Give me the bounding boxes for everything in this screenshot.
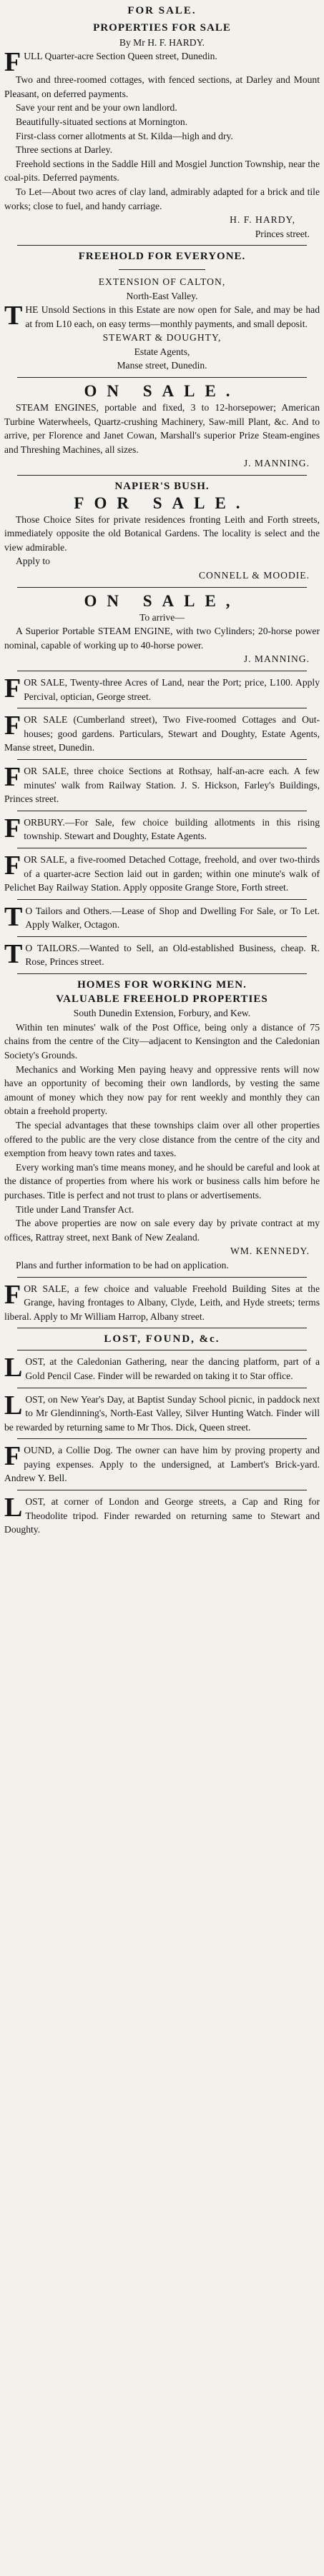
ad-text: The above properties are now on sale every day by private contract at my offices, Rattray street, next Bank of New Zealand. bbox=[4, 1218, 320, 1243]
drop-cap: L bbox=[4, 1353, 23, 1383]
divider bbox=[17, 973, 307, 974]
ad-headline: ON SALE. bbox=[84, 382, 240, 401]
ad-text: Beautifully-situated sections at Mornington. bbox=[16, 116, 188, 127]
ad-signature: WM. KENNEDY. bbox=[230, 1246, 310, 1257]
newspaper-column bbox=[4, 0, 320, 1537]
ad-subtitle: EXTENSION OF CALTON, bbox=[98, 276, 226, 287]
ad-manning-steam-engines bbox=[4, 382, 320, 471]
ad-signature: CONNELL & MOODIE. bbox=[198, 570, 310, 581]
ad-signature: H. F. HARDY, bbox=[230, 214, 295, 226]
ad-harrop-grange bbox=[4, 1279, 320, 1324]
ad-subtitle: North-East Valley. bbox=[126, 290, 198, 301]
ad-text: OST, on New Year's Day, at Baptist Sunday School picnic, in paddock next to Mr Glendinning's, North-East Valley, Silver Hunting Watch. Finder will be rewarded by returning same to Mr Thos. Dick, Queen street. bbox=[4, 1393, 320, 1433]
ad-text: ORBURY.—For Sale, few choice building allotments in this rising township. Stewart and Doughty, Estate Agents. bbox=[24, 816, 320, 842]
divider bbox=[17, 1277, 307, 1278]
ad-hardy-properties bbox=[4, 21, 320, 241]
ad-byline: By Mr H. F. HARDY. bbox=[119, 36, 205, 48]
divider bbox=[17, 759, 307, 760]
section-header-lost-found: LOST, FOUND, &c. bbox=[104, 1333, 220, 1345]
ad-lost-theodolite-cap bbox=[4, 1495, 320, 1537]
divider bbox=[119, 269, 205, 270]
ad-text: OR SALE, Twenty-three Acres of Land, near the Port; price, L100. Apply Percival, optician, George street. bbox=[24, 676, 320, 702]
ad-homes-for-working-men bbox=[4, 978, 320, 1272]
drop-cap: F bbox=[4, 761, 21, 792]
ad-title: NAPIER'S BUSH. bbox=[114, 481, 210, 493]
ad-text: O Tailors and Others.—Lease of Shop and Dwelling For Sale, or To Let. Apply Walker, Octagon. bbox=[25, 905, 320, 931]
drop-cap: F bbox=[4, 47, 21, 78]
ad-subtitle: To arrive— bbox=[139, 611, 185, 623]
drop-cap: F bbox=[4, 1279, 21, 1310]
ad-signature: STEWART & DOUGHTY, bbox=[102, 332, 222, 344]
ad-text: The special advantages that these townships claim over all other properties offered to the public are the very close distance from the centre of the city and exemption from heavy town rates and taxes. bbox=[4, 1120, 320, 1159]
ad-title: PROPERTIES FOR SALE bbox=[93, 22, 231, 34]
ad-text: Every working man's time means money, and he should be careful and look at the distance of properties from where his work or business calls him before he purchases. Title is perfect and not trust to plans or advertisements. bbox=[4, 1161, 320, 1201]
ad-found-collie bbox=[4, 1443, 320, 1485]
ad-forbury bbox=[4, 813, 320, 843]
divider bbox=[17, 245, 307, 246]
ad-cumberland-street bbox=[4, 713, 320, 755]
ad-text: Title under Land Transfer Act. bbox=[16, 1203, 134, 1215]
divider bbox=[17, 475, 307, 476]
ad-text: Mechanics and Working Men paying heavy and oppressive rents will now have an opportunity of becoming their own landlords, by vesting the same amount of money which they now pay for rent weekly and monthly they can obtain a freehold property. bbox=[4, 1063, 320, 1117]
ad-text: Those Choice Sites for private residences fronting Leith and Forth streets, immediately opposite the old Botanical Gardens. The locality is select and the view admirable. bbox=[4, 513, 320, 553]
drop-cap: L bbox=[4, 1493, 23, 1523]
ad-text: OST, at corner of London and George streets, a Cap and Ring for Theodolite tripod. Finder rewarded on returning same to Stewart and Doughty. bbox=[4, 1496, 320, 1535]
ad-tailors-business bbox=[4, 938, 320, 969]
ad-text: OST, at the Caledonian Gathering, near the dancing platform, part of a Gold Pencil Case. Finder will be rewarded on taking it to Star office. bbox=[25, 1356, 320, 1381]
ad-napiers-bush bbox=[4, 480, 320, 583]
drop-cap: F bbox=[4, 850, 21, 881]
divider bbox=[17, 936, 307, 937]
ad-text: O TAILORS.—Wanted to Sell, an Old-established Business, cheap. R. Rose, Princes street. bbox=[25, 942, 320, 968]
drop-cap: L bbox=[4, 1390, 23, 1420]
ad-title: FREEHOLD FOR EVERYONE. bbox=[78, 251, 246, 263]
ad-signature: J. MANNING. bbox=[243, 653, 310, 665]
ad-signature: Manse street, Dunedin. bbox=[117, 360, 207, 371]
ad-headline: FOR SALE. bbox=[74, 493, 250, 512]
ad-lost-watch bbox=[4, 1390, 320, 1435]
divider bbox=[17, 587, 307, 588]
ad-text: STEAM ENGINES, portable and fixed, 3 to 12-horsepower; American Turbine Waterwheels, Quartz-crushing Machinery, Saw-mill Plant, &c. And to arrive, per Florence and Janet Cowan, Marshall's superior Prize Steam-engines and Threshing Machines, all sizes. bbox=[4, 402, 320, 455]
drop-cap: F bbox=[4, 813, 21, 843]
ad-signature: J. MANNING. bbox=[243, 458, 310, 469]
ad-tailors-lease bbox=[4, 901, 320, 932]
ad-text: OUND, a Collie Dog. The owner can have him by proving property and paying expenses. Apply to the undersigned, at Lambert's Brick-yard. Andrew Y. Bell. bbox=[4, 1445, 320, 1484]
ad-text: First-class corner allotments at St. Kilda—high and dry. bbox=[16, 130, 233, 141]
divider bbox=[17, 1438, 307, 1439]
ad-signature: Estate Agents, bbox=[134, 346, 190, 357]
drop-cap: T bbox=[4, 938, 23, 969]
drop-cap: T bbox=[4, 901, 23, 932]
ad-text: OR SALE, a five-roomed Detached Cottage, freehold, and over two-thirds of a quarter-acre Section laid out in garden; within one minute's walk of Pelichet Bay Railway Station. Apply opposite Grange Store, Forth street. bbox=[4, 853, 320, 893]
ad-calton-extension bbox=[4, 250, 320, 373]
drop-cap: F bbox=[4, 711, 21, 741]
ad-text: OR SALE, a few choice and valuable Freehold Building Sites at the Grange, having frontages to Albany, Clyde, Leith, and Hyde streets; terms liberal. Apply to Mr William Harrop, Albany street. bbox=[4, 1283, 320, 1322]
ad-title: HOMES FOR WORKING MEN. bbox=[77, 979, 247, 991]
ad-text: Plans and further information to be had on application. bbox=[16, 1259, 229, 1271]
ad-text: To Let—About two acres of clay land, admirably adapted for a brick and tile works; close to fuel, and handy carriage. bbox=[4, 186, 320, 211]
ad-text: Save your rent and be your own landlord. bbox=[16, 102, 177, 114]
ad-text: Apply to bbox=[16, 556, 50, 567]
ad-text: ULL Quarter-acre Section Queen street, Dunedin. bbox=[24, 51, 217, 62]
ad-text: Two and three-roomed cottages, with fenced sections, at Darley and Mount Pleasant, on deferred payments. bbox=[4, 74, 320, 99]
ad-manning-portable-engine bbox=[4, 592, 320, 666]
ad-hickson-rothsay bbox=[4, 761, 320, 806]
divider bbox=[17, 899, 307, 900]
ad-text: HE Unsold Sections in this Estate are now open for Sale, and may be had at from L10 each, on easy terms—monthly payments, and small deposit. bbox=[25, 304, 320, 329]
ad-detached-cottage bbox=[4, 850, 320, 895]
ad-text: A Superior Portable STEAM ENGINE, with two Cylinders; 20-horse power nominal, capable of working up to 40-horse power. bbox=[4, 626, 320, 651]
ad-signature-address: Princes street. bbox=[255, 228, 310, 239]
drop-cap: F bbox=[4, 1441, 21, 1472]
ad-text: OR SALE, three choice Sections at Rothsay, half-an-acre each. A few minutes' walk from Railway Station. J. S. Hickson, Farley's Buildings, Princes street. bbox=[4, 765, 320, 805]
ad-text: South Dunedin Extension, Forbury, and Kew. bbox=[73, 1008, 251, 1019]
ad-percival-land bbox=[4, 673, 320, 703]
ad-text: Three sections at Darley. bbox=[16, 144, 112, 156]
drop-cap: F bbox=[4, 673, 21, 703]
ad-text: Freehold sections in the Saddle Hill and Mosgiel Junction Township, near the coal-pits. Deferred payments. bbox=[4, 158, 320, 184]
ad-headline: ON SALE, bbox=[84, 591, 240, 610]
ad-lost-pencil-case bbox=[4, 1355, 320, 1383]
ad-text: OR SALE (Cumberland street), Two Five-roomed Cottages and Out-houses; good gardens. Particulars, Stewart and Doughty, Estate Agents, Manse street, Dunedin. bbox=[4, 714, 320, 753]
ad-subtitle: VALUABLE FREEHOLD PROPERTIES bbox=[56, 993, 268, 1005]
ad-text: Within ten minutes' walk of the Post Office, being only a distance of 75 chains from the centre of the City—adjacent to Kensington and the Caledonian Society's Grounds. bbox=[4, 1021, 320, 1061]
drop-cap: T bbox=[4, 301, 23, 331]
section-header-for-sale: FOR SALE. bbox=[127, 5, 197, 16]
divider bbox=[17, 377, 307, 378]
